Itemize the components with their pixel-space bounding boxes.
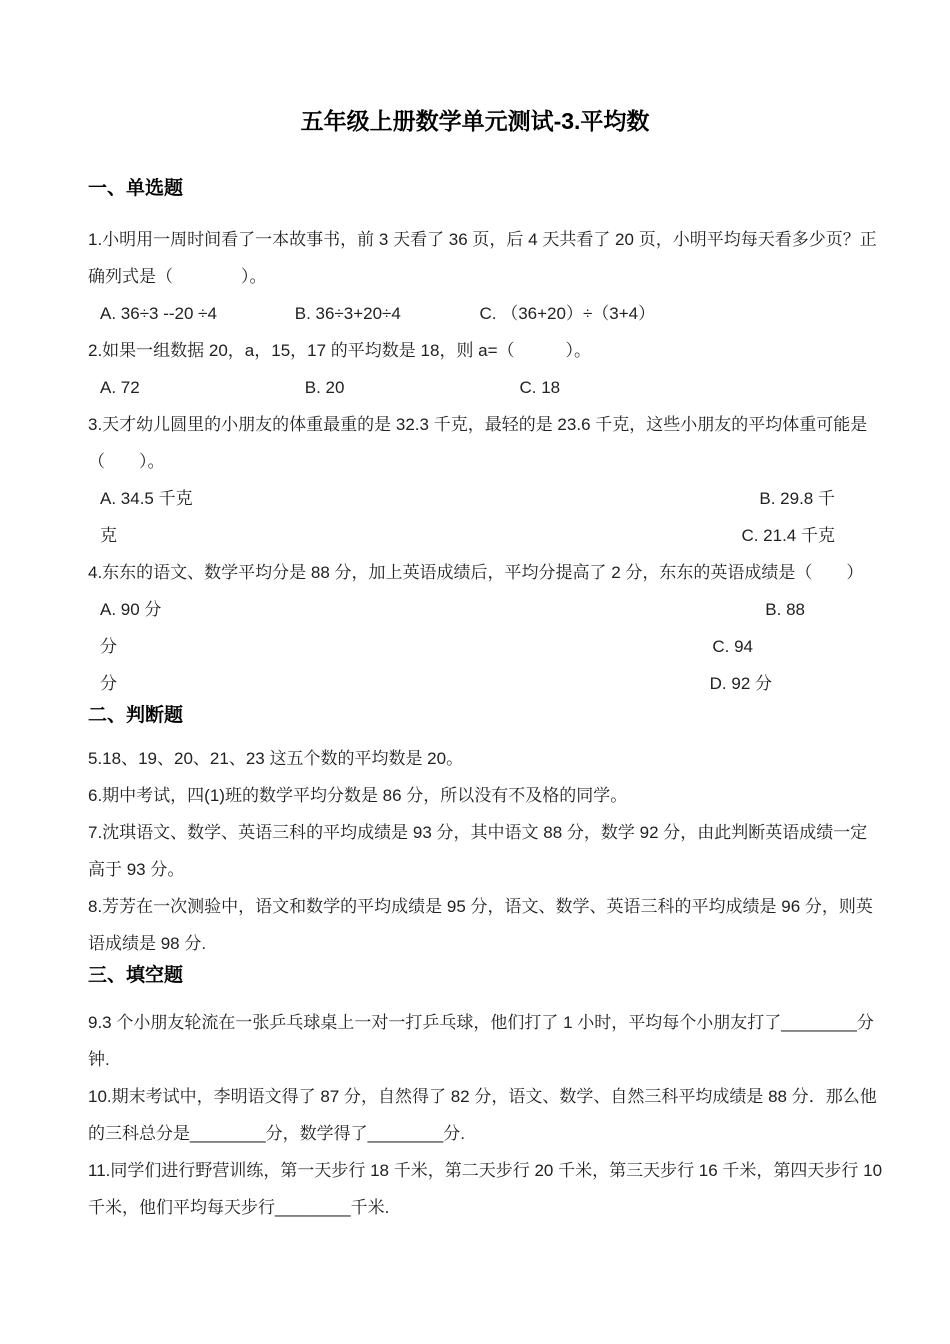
question-1-option-c: C. （36+20）÷（3+4） <box>479 304 656 323</box>
section-true-false <box>88 740 873 962</box>
question-3-options-row-2 <box>88 517 862 554</box>
question-5-line-1: 5.18、19、20、21、23 这五个数的平均数是 20。 <box>88 749 464 768</box>
question-1-line-2: 确列式是（ ）。 <box>88 267 267 286</box>
question-10-line-1: 10.期末考试中，李明语文得了 87 分，自然得了 82 分，语文、数学、自然三科平均成绩是 88 分．那么他 <box>88 1087 877 1106</box>
section-single-choice <box>88 221 877 702</box>
question-8-line-2: 语成绩是 98 分. <box>88 934 207 953</box>
question-8-line-1: 8.芳芳在一次测验中，语文和数学的平均成绩是 95 分，语文、数学、英语三科的平均成绩是 96 分，则英 <box>88 897 873 916</box>
question-4-options-row-2 <box>88 628 862 665</box>
question-9-line-2: 钟. <box>88 1050 110 1069</box>
question-1-options <box>88 295 862 332</box>
question-4-options-row-1 <box>88 591 862 628</box>
section-heading-fill-blank: 三、填空题 <box>88 965 184 986</box>
question-3-option-b: B. 29.8 千 <box>759 489 835 508</box>
question-4-line-1: 4.东东的语文、数学平均分是 88 分，加上英语成绩后，平均分提高了 2 分，东东的英语成绩是（ ） <box>88 563 864 582</box>
question-4-options-row-3 <box>88 665 862 702</box>
question-6-line-1: 6.期中考试，四(1)班的数学平均分数是 86 分，所以没有不及格的同学。 <box>88 786 628 805</box>
question-2-option-c: C. 18 <box>519 378 561 397</box>
question-9-line-1: 9.3 个小朋友轮流在一张乒乓球桌上一对一打乒乓球，他们打了 1 小时，平均每个小朋友打了________分 <box>88 1013 874 1032</box>
section-heading-single-choice: 一、单选题 <box>88 178 184 199</box>
question-1-line-1: 1.小明用一周时间看了一本故事书，前 3 天看了 36 页，后 4 天共看了 20 页，小明平均每天看多少页？正 <box>88 230 877 249</box>
question-1-option-b: B. 36÷3+20÷4 <box>294 304 401 323</box>
question-4-option-b: B. 88 <box>765 600 805 619</box>
question-11-line-1: 11.同学们进行野营训练，第一天步行 18 千米，第二天步行 20 千米，第三天步行 16 千米，第四天步行 10 <box>88 1161 883 1180</box>
section-heading-true-false: 二、判断题 <box>88 705 184 726</box>
question-3-option-a: A. 34.5 千克 <box>100 489 193 508</box>
question-4-option-d: D. 92 分 <box>709 674 772 693</box>
question-7-line-1: 7.沈琪语文、数学、英语三科的平均成绩是 93 分，其中语文 88 分，数学 92 分，由此判断英语成绩一定 <box>88 823 868 842</box>
question-2-option-a: A. 72 <box>100 378 140 397</box>
question-10-line-2: 的三科总分是________分，数学得了________分. <box>88 1124 465 1143</box>
question-1-option-a: A. 36÷3 --20 ÷4 <box>100 304 217 323</box>
question-4-option-b-cont: 分 <box>100 637 117 656</box>
question-3-options-row-1 <box>88 480 862 517</box>
question-2-line-1: 2.如果一组数据 20，a，15，17 的平均数是 18，则 a=（ ）。 <box>88 341 592 360</box>
question-2-option-b: B. 20 <box>304 378 345 397</box>
question-3-line-1: 3.天才幼儿圆里的小朋友的体重最重的是 32.3 千克，最轻的是 23.6 千克，这些小朋友的平均体重可能是 <box>88 415 868 434</box>
question-3-option-b-cont: 克 <box>100 526 117 545</box>
question-7-line-2: 高于 93 分。 <box>88 860 185 879</box>
question-4-option-c-cont: 分 <box>100 674 117 693</box>
question-4-option-a: A. 90 分 <box>100 600 162 619</box>
question-3-option-c: C. 21.4 千克 <box>741 526 835 545</box>
document-title: 五年级上册数学单元测试-3.平均数 <box>300 108 650 134</box>
question-11-line-2: 千米，他们平均每天步行________千米. <box>88 1198 390 1217</box>
question-2-options <box>88 369 862 406</box>
question-4-option-c: C. 94 <box>712 637 753 656</box>
question-3-line-2: （ ）。 <box>88 452 165 471</box>
section-fill-blank <box>88 1004 883 1226</box>
